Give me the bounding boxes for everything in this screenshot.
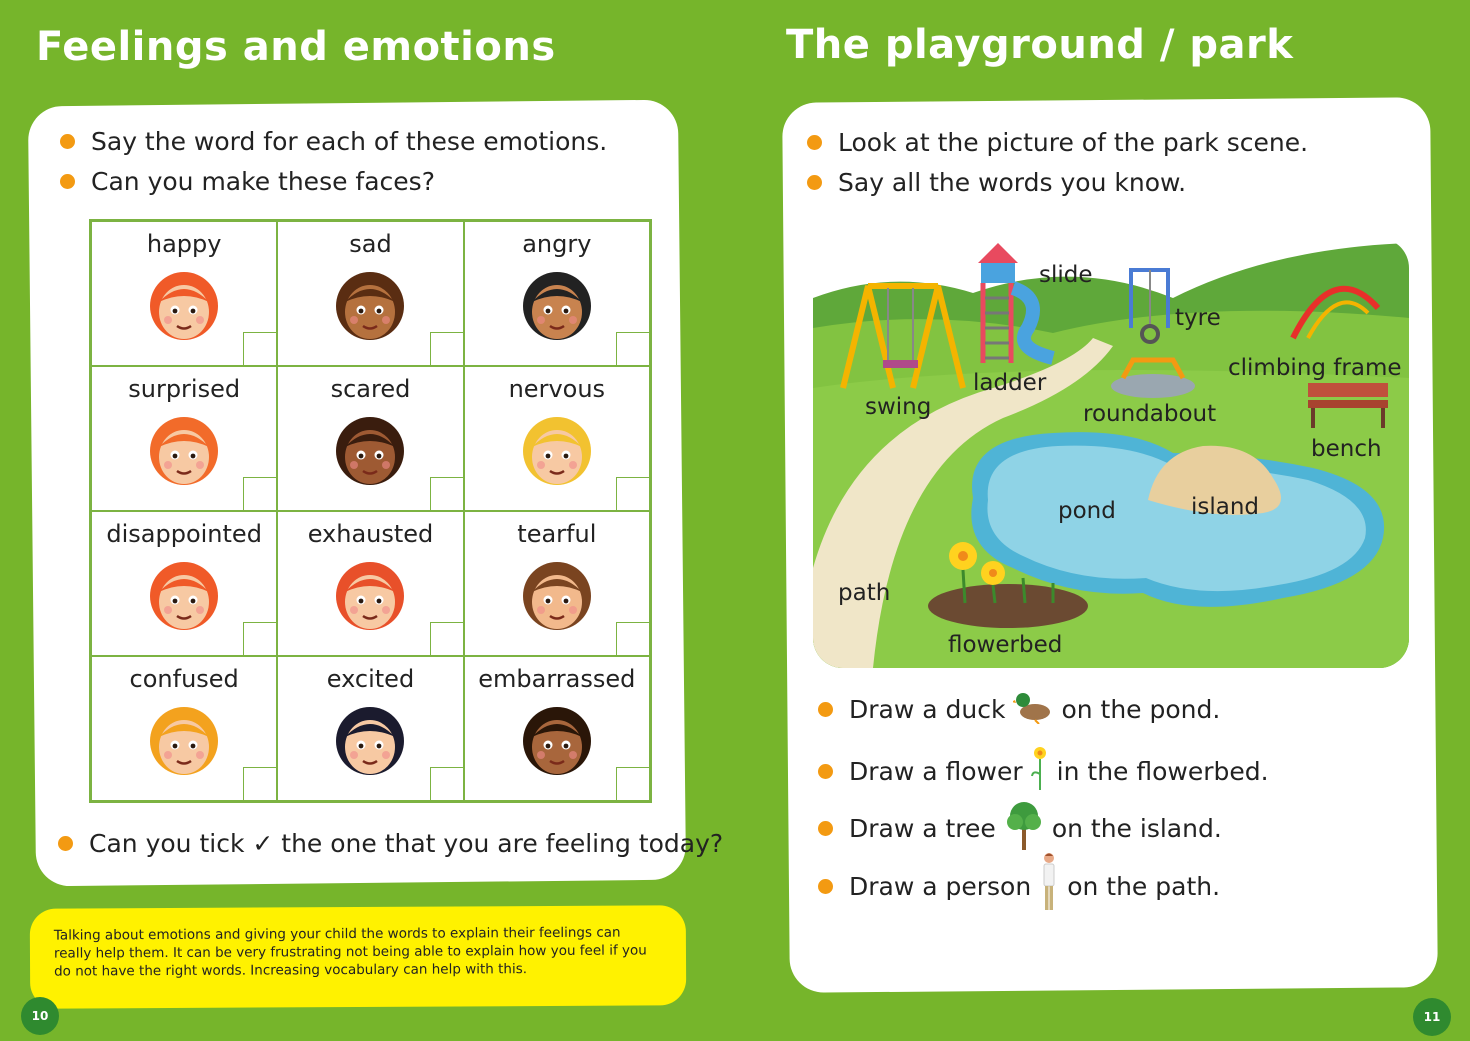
face-illustration [517, 413, 597, 491]
bullet-dot [58, 836, 73, 851]
draw-task-after: in the flowerbed. [1056, 756, 1269, 786]
label-pond: pond [1058, 498, 1116, 524]
tick-box[interactable] [430, 477, 464, 511]
bullet-dot [807, 175, 822, 190]
emotion-cell [277, 511, 463, 656]
emotion-cell [91, 221, 277, 366]
tick-prompt-line [58, 829, 723, 858]
tick-box[interactable] [616, 767, 650, 801]
emotion-cell [464, 366, 650, 511]
face-illustration [330, 703, 410, 781]
emotion-label: disappointed [106, 520, 262, 548]
label-flowerbed: flowerbed [948, 632, 1063, 658]
instruction-line [60, 167, 435, 196]
instruction-line [807, 168, 1186, 197]
face-illustration [517, 268, 597, 346]
face-illustration [144, 268, 224, 346]
label-ladder: ladder [973, 370, 1047, 396]
emotion-label: angry [522, 230, 592, 258]
instruction-text: Can you make these faces? [91, 167, 435, 196]
emotion-label: nervous [508, 375, 606, 403]
bullet-dot [818, 764, 833, 779]
page-number-right: 11 [1413, 998, 1451, 1036]
draw-task-flower [818, 746, 1269, 796]
emotion-label: surprised [128, 375, 241, 403]
instruction-text: Look at the picture of the park scene. [838, 128, 1309, 157]
emotion-label: exhausted [307, 520, 434, 548]
person-icon [1039, 852, 1059, 920]
label-island: island [1191, 494, 1260, 520]
draw-task-before: Draw a flower [849, 756, 1023, 786]
label-tyre: tyre [1175, 305, 1221, 331]
emotion-label: embarrassed [478, 665, 636, 693]
bullet-dot [818, 702, 833, 717]
face-illustration [144, 703, 224, 781]
bench-shape [1308, 383, 1388, 397]
tick-box[interactable] [243, 767, 277, 801]
tick-prompt-text: Can you tick ✓ the one that you are feeling today? [89, 829, 724, 858]
draw-task-after: on the island. [1051, 813, 1222, 843]
page-number-left: 10 [21, 997, 59, 1035]
emotion-cell [91, 511, 277, 656]
face-illustration [144, 413, 224, 491]
emotion-label: tearful [517, 520, 597, 548]
tick-box[interactable] [243, 332, 277, 366]
right-page-title: The playground / park [786, 22, 1294, 68]
draw-task-person [818, 852, 1220, 920]
bullet-dot [60, 174, 75, 189]
tick-box[interactable] [430, 332, 464, 366]
tick-box[interactable] [616, 622, 650, 656]
park-scene [813, 238, 1409, 668]
face-illustration [144, 558, 224, 636]
emotion-label: happy [146, 230, 222, 258]
left-page-title: Feelings and emotions [36, 24, 556, 70]
draw-task-after: on the path. [1067, 871, 1221, 901]
emotion-cell [277, 656, 463, 801]
face-illustration [517, 558, 597, 636]
emotion-label: sad [349, 230, 392, 258]
draw-task-tree [818, 800, 1222, 856]
label-climbing-frame: climbing frame [1228, 355, 1402, 381]
emotions-grid [89, 219, 652, 803]
draw-task-before: Draw a person [849, 871, 1032, 901]
emotion-label: scared [330, 375, 411, 403]
face-illustration [330, 268, 410, 346]
face-illustration [330, 558, 410, 636]
instruction-text: Say all the words you know. [838, 168, 1187, 197]
tick-box[interactable] [243, 477, 277, 511]
instruction-line [807, 128, 1308, 157]
face-illustration [330, 413, 410, 491]
label-swing: swing [865, 394, 932, 420]
draw-task-before: Draw a tree [849, 813, 996, 843]
parent-note: Talking about emotions and giving your child the words to explain their feelings can really help them. It can be very frustrating not being able to explain how you feel if you do not have the right words. Increasing vocabulary can help with this. [30, 905, 687, 1008]
tick-box[interactable] [430, 622, 464, 656]
bullet-dot [818, 879, 833, 894]
emotion-cell [91, 656, 277, 801]
emotion-label: confused [129, 665, 239, 693]
instruction-text: Say the word for each of these emotions. [91, 127, 608, 156]
tree-icon [1004, 800, 1044, 856]
face-illustration [517, 703, 597, 781]
label-bench: bench [1311, 436, 1382, 462]
draw-task-duck [818, 688, 1220, 730]
bullet-dot [60, 134, 75, 149]
flower-icon [1031, 746, 1049, 796]
emotion-cell [91, 366, 277, 511]
bullet-dot [818, 821, 833, 836]
emotion-cell [277, 366, 463, 511]
instruction-line [60, 127, 607, 156]
label-path: path [838, 580, 891, 606]
tick-box[interactable] [243, 622, 277, 656]
draw-task-before: Draw a duck [849, 694, 1006, 724]
label-roundabout: roundabout [1083, 401, 1217, 427]
bullet-dot [807, 135, 822, 150]
emotion-label: excited [326, 665, 415, 693]
tick-box[interactable] [616, 477, 650, 511]
tick-box[interactable] [616, 332, 650, 366]
flowerbed-shape [928, 584, 1088, 628]
emotion-cell [464, 221, 650, 366]
draw-task-after: on the pond. [1061, 694, 1221, 724]
tick-box[interactable] [430, 767, 464, 801]
duck-icon [1013, 688, 1053, 730]
emotion-cell [277, 221, 463, 366]
emotion-cell [464, 511, 650, 656]
label-slide: slide [1039, 262, 1093, 288]
emotion-cell [464, 656, 650, 801]
